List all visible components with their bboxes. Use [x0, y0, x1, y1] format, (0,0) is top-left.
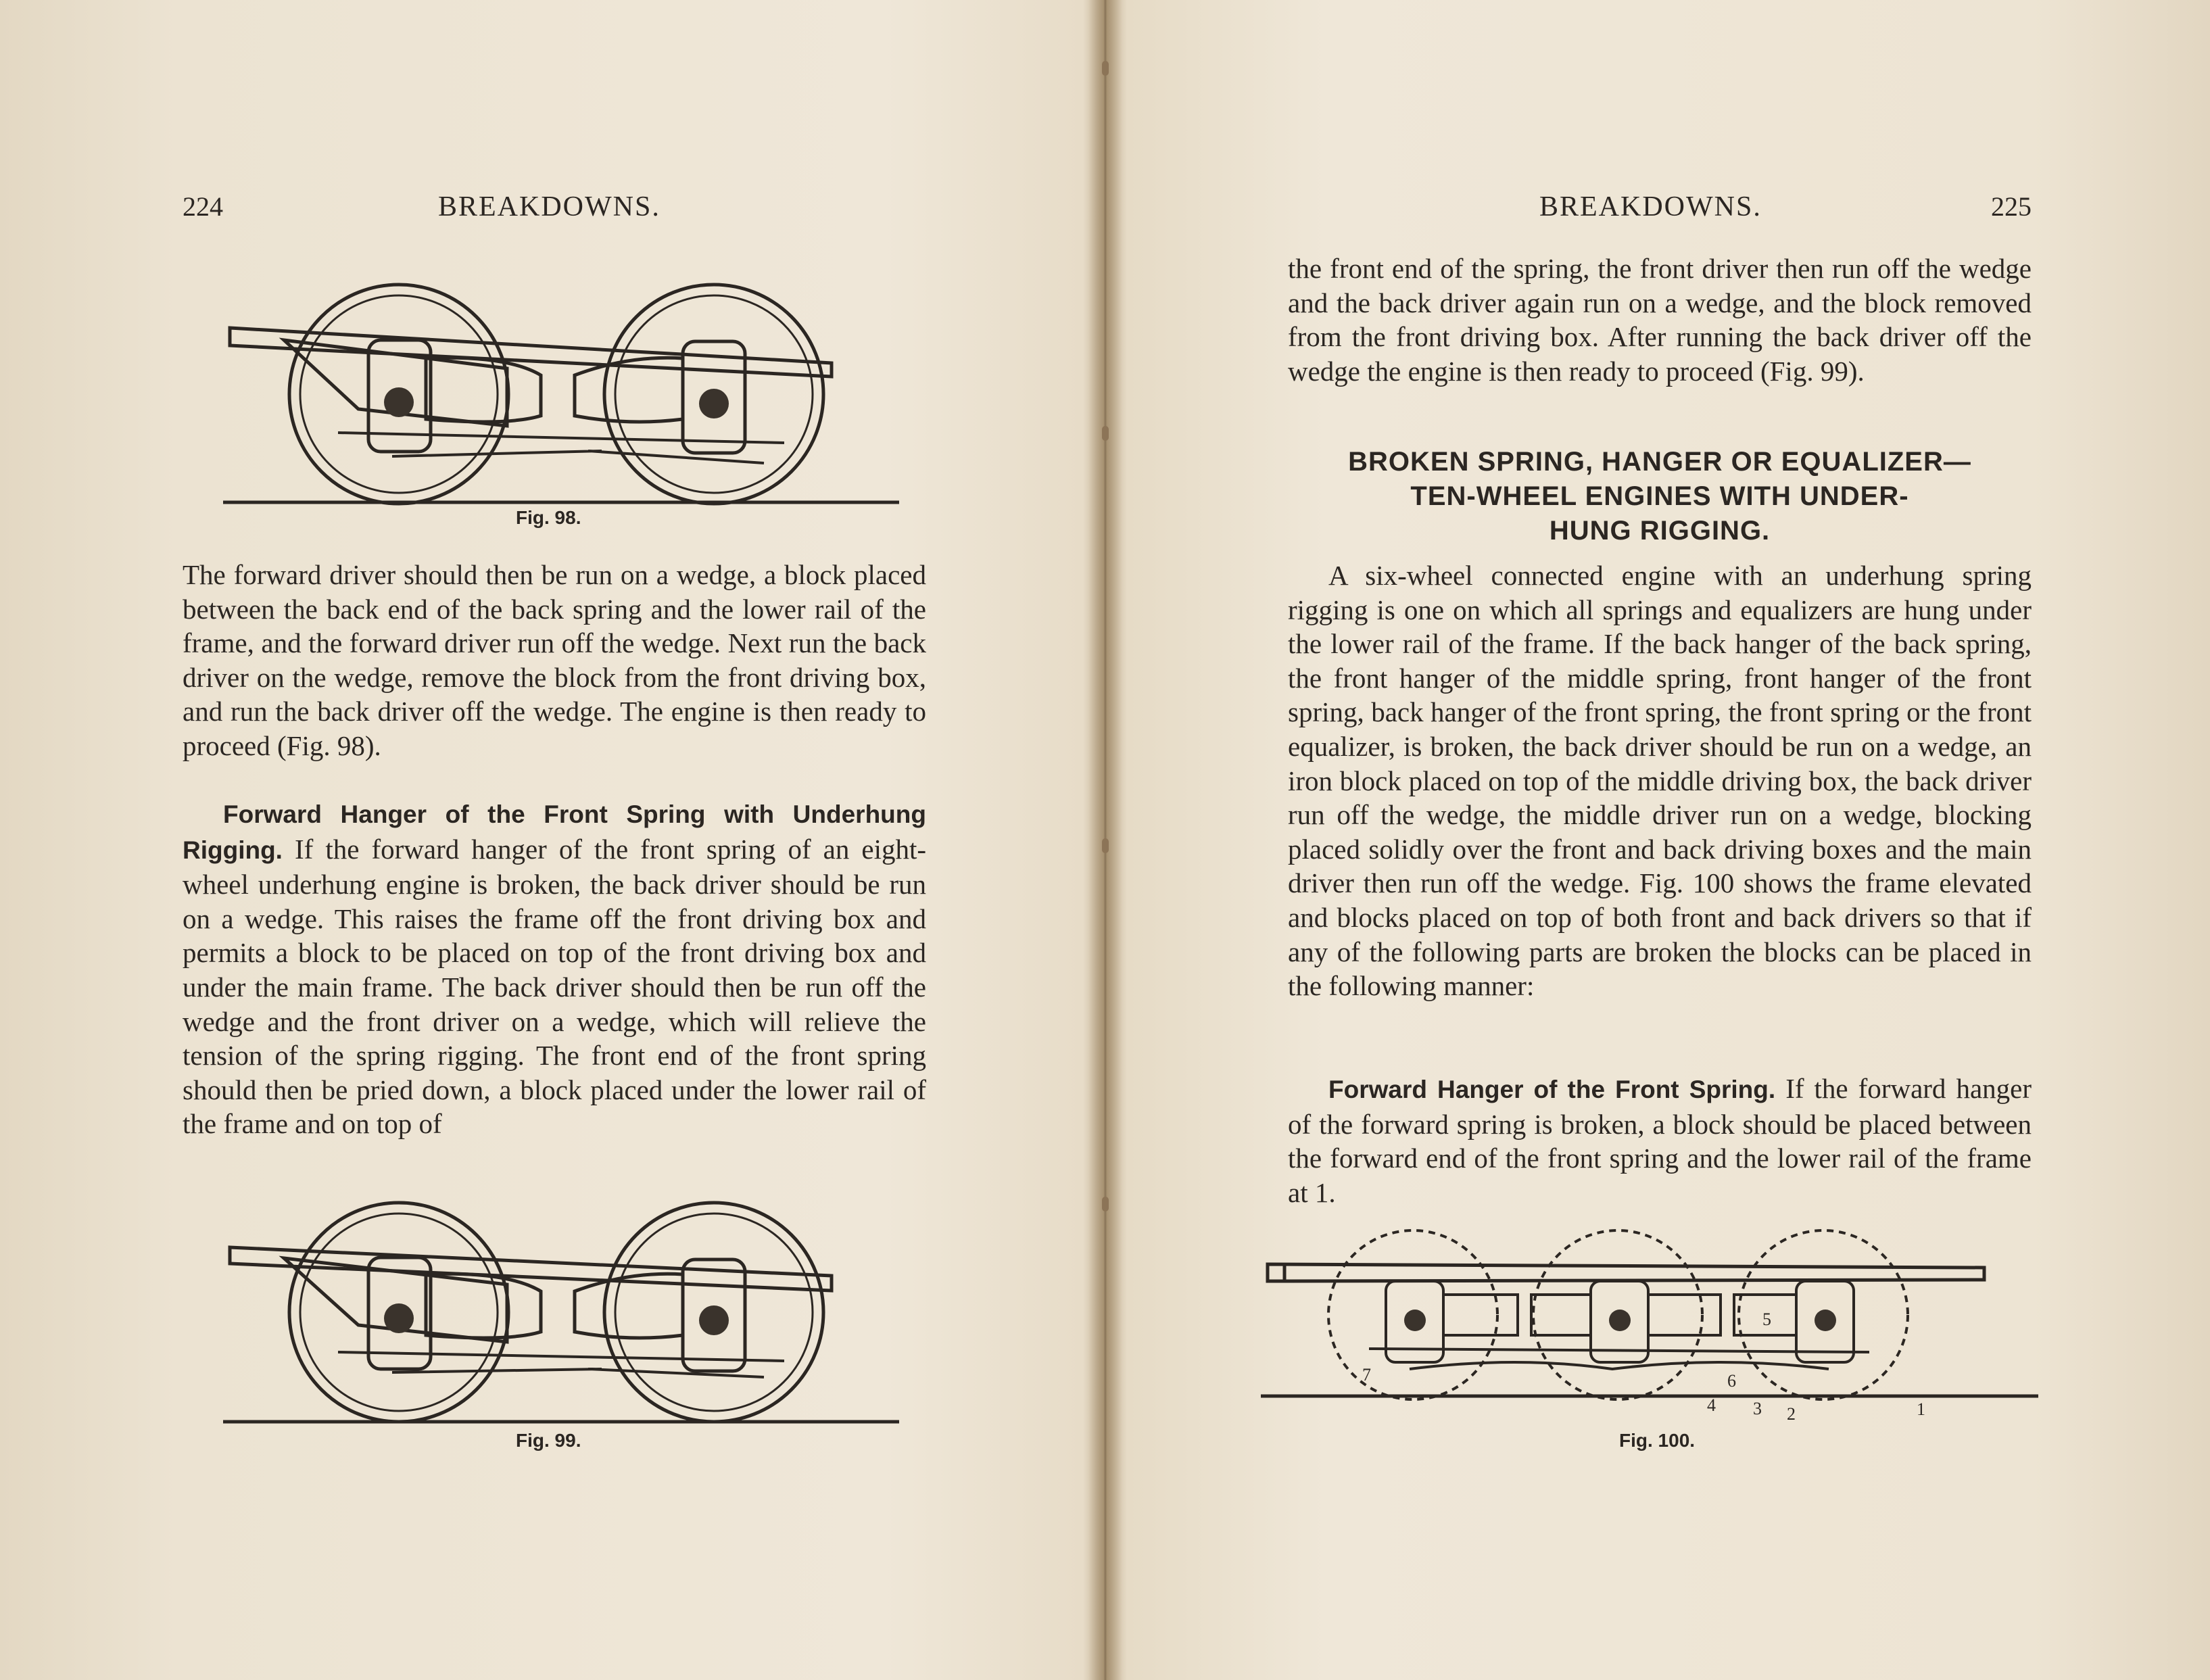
running-head: BREAKDOWNS.	[438, 191, 660, 222]
figure-100-drawing	[1261, 1214, 2038, 1433]
binding-stitch	[1102, 1197, 1109, 1211]
figure-98-drawing	[223, 260, 899, 504]
section-heading	[1288, 445, 2032, 548]
frame-upper-rail	[1268, 1264, 1984, 1281]
paragraph-text: If the forward hanger of the front spring of an eight-wheel underhung engine is broken, the back driver should be run on a wedge. This raises the frame off the front driving box and permits a block to be placed on top of the front driving box and under the main frame. The back driver should then be run off the wedge and the front driver on a wedge, which will relieve the tension of the spring rigging. The front end of the front spring should then be pried down, a block placed under the lower rail of the frame and on top of	[183, 833, 927, 1140]
frame-pedestal	[426, 358, 541, 422]
equalizer	[338, 1352, 784, 1361]
axle-hub	[699, 389, 729, 418]
equalizer	[338, 433, 784, 443]
frame-pedestal	[1443, 1295, 1591, 1335]
page-number: 225	[1991, 191, 2032, 222]
running-head: BREAKDOWNS.	[1539, 191, 1762, 222]
axle-hub	[1404, 1310, 1426, 1331]
left-page	[183, 0, 926, 1680]
right-page	[1288, 0, 2032, 1680]
frame-pedestal	[1648, 1295, 1796, 1335]
paragraph	[183, 796, 926, 1141]
inline-heading: Forward Hanger of the Front Spring.	[1328, 1076, 1776, 1103]
figure-label: 7	[1362, 1365, 1371, 1385]
figure-label: 5	[1762, 1310, 1771, 1329]
paragraph-text: If the forward hanger of the forward spring is broken, a block should be placed between the forward end of the front spring and the lower rail of the frame at 1.	[1288, 1073, 2032, 1208]
paragraph	[1288, 558, 2032, 1003]
heading-line: BROKEN SPRING, HANGER OR EQUALIZER—	[1348, 447, 1971, 477]
paragraph-text: A six-wheel connected engine with an underhung spring rigging is one on which all springs and equalizers are hung under the lower rail of the frame. If the back hanger of the back spring, the front hanger of the middle spring, front hanger of the front spring, back hanger of the front spring, the front spring or the front equalizer, is broken, the back driver should be run on a wedge, an iron block placed on top of the middle driving box, the back driver run off the wedge, the middle driver run on a wedge, blocking placed solidly over the front and back driving boxes and the main driver then run off the wedge. Fig. 100 shows the frame elevated and blocks placed on top of both front and back drivers so that if any of the following parts are broken the blocks can be placed in the following manner:	[1288, 560, 2032, 1002]
heading-line: TEN-WHEEL ENGINES WITH UNDER-	[1410, 481, 1909, 511]
figure-99-drawing	[223, 1180, 899, 1423]
frame-end	[1268, 1264, 1284, 1281]
figure-label: 2	[1787, 1404, 1796, 1424]
axle-hub	[1815, 1310, 1836, 1331]
paragraph: the front end of the spring, the front driver then run off the wedge and the back driver again run on a wedge, and the block removed from the front driving box. After running the back driver off the wedge the engine is then ready to proceed (Fig. 99).	[1288, 253, 2032, 387]
paragraph: The forward driver should then be run on a wedge, a block placed between the back end of the back spring and the lower rail of the frame, and the forward driver run off the wedge. Next run the back driver on the wedge, remove the block from the front driving box, and run the back driver off the wedge. The engine is then ready to proceed (Fig. 98).	[183, 559, 926, 761]
axle-hub	[699, 1305, 729, 1335]
figure-label: 4	[1707, 1395, 1716, 1415]
figure-label: 6	[1727, 1371, 1736, 1391]
axle-hub	[384, 387, 414, 417]
figure-caption: Fig. 98.	[516, 507, 581, 528]
binding-stitch	[1102, 61, 1109, 76]
binding-stitch	[1102, 838, 1109, 853]
inline-heading: Forward Hanger of the Front Spring with Underhung Rigging.	[183, 800, 926, 864]
figure-caption: Fig. 99.	[516, 1430, 581, 1451]
binding-stitch	[1102, 426, 1109, 441]
figure-caption: Fig. 100.	[1619, 1430, 1696, 1451]
axle-hub	[1609, 1310, 1631, 1331]
frame-pedestal	[426, 1274, 541, 1338]
axle-hub	[384, 1303, 414, 1333]
figure-label: 3	[1753, 1399, 1762, 1418]
figure-label: 1	[1917, 1399, 1925, 1419]
paragraph	[1288, 1072, 2032, 1209]
page-number: 224	[183, 191, 223, 222]
heading-line: HUNG RIGGING.	[1549, 516, 1771, 546]
